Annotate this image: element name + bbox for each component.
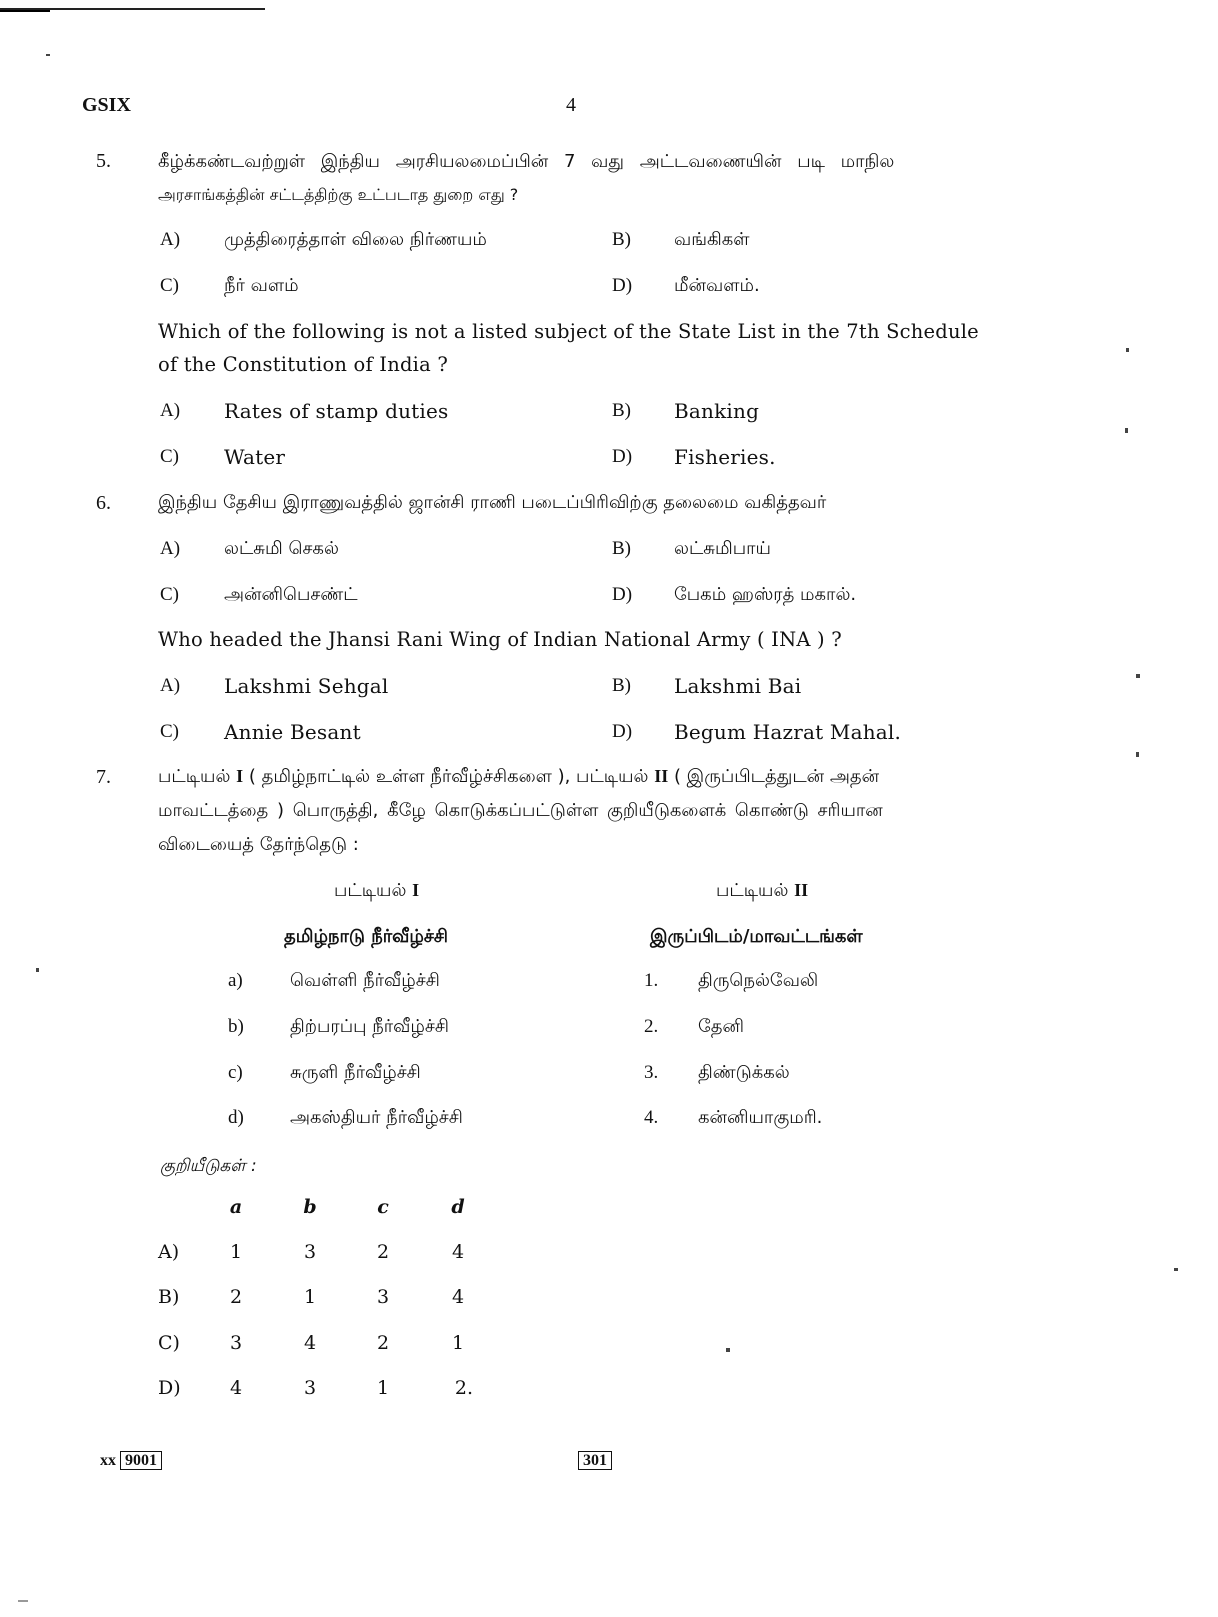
- scan-speck: [18, 1600, 28, 1602]
- option-text: லட்சுமி செகல்: [224, 538, 339, 559]
- codes-label: குறியீடுகள் :: [160, 1156, 257, 1176]
- codes-cell: 4: [229, 1377, 243, 1399]
- list1-item-label: b): [228, 1016, 244, 1037]
- scan-speck: [1174, 1268, 1178, 1271]
- codes-header: b: [303, 1196, 317, 1218]
- codes-header: d: [451, 1196, 465, 1218]
- text-fragment: பட்டியல்: [334, 880, 413, 901]
- option-text: Rates of stamp duties: [224, 399, 449, 423]
- list2-item-text: திருநெல்வேலி: [698, 970, 819, 991]
- paper-code: GSIX: [82, 94, 131, 116]
- question-tamil-line3: விடையைத் தேர்ந்தெடு :: [158, 834, 359, 855]
- list2-item-text: கன்னியாகுமரி.: [698, 1107, 823, 1128]
- option-text: Water: [224, 445, 286, 469]
- page-number: 4: [566, 94, 576, 116]
- option-letter: C): [160, 584, 179, 605]
- option-letter: D): [612, 446, 633, 467]
- list1-item-text: அகஸ்தியர் நீர்வீழ்ச்சி: [290, 1107, 463, 1128]
- option-letter: B): [612, 229, 631, 250]
- roman-numeral: I: [412, 880, 420, 900]
- option-text: Lakshmi Sehgal: [224, 674, 389, 698]
- question-tamil-line2: மாவட்டத்தை ) பொருத்தி, கீழே கொடுக்கப்பட்டுள்ள குறியீடுகளைக் கொண்டு சரியான: [158, 800, 883, 821]
- list2-item-text: தேனி: [698, 1016, 745, 1037]
- codes-cell: 1: [376, 1377, 390, 1399]
- option-text: Lakshmi Bai: [674, 674, 802, 698]
- option-text: Annie Besant: [224, 720, 361, 744]
- scan-speck: [1125, 428, 1128, 433]
- list2-item-label: 1.: [644, 970, 659, 991]
- option-text: அன்னிபெசண்ட்: [224, 584, 358, 605]
- option-text: பேகம் ஹஸ்ரத் மகால்.: [674, 584, 857, 605]
- codes-cell: 3: [229, 1332, 243, 1354]
- option-text: மீன்வளம்.: [674, 275, 760, 296]
- question-tamil-line2: அரசாங்கத்தின் சட்டத்திற்கு உட்படாத துறை எது ?: [158, 185, 519, 204]
- list2-title: [716, 880, 808, 903]
- codes-cell: 2.: [454, 1377, 474, 1399]
- codes-cell: 4: [451, 1286, 465, 1308]
- option-text: Begum Hazrat Mahal.: [674, 720, 902, 744]
- codes-cell: 3: [376, 1286, 390, 1308]
- roman-numeral: II: [794, 880, 809, 900]
- scan-speck: [46, 54, 50, 56]
- scan-speck: [1126, 348, 1129, 352]
- option-letter: D): [612, 721, 633, 742]
- question-number: 6.: [96, 492, 111, 514]
- question-english-line2: of the Constitution of India ?: [158, 353, 448, 376]
- footer-booklet: [100, 1452, 162, 1470]
- option-text: நீர் வளம்: [224, 275, 299, 296]
- scan-speck: [36, 968, 39, 972]
- question-tamil-line1: இந்திய தேசிய இராணுவத்தில் ஜான்சி ராணி படைப்பிரிவிற்கு தலைமை வகித்தவர்: [158, 492, 827, 513]
- codes-cell: 1: [229, 1241, 243, 1263]
- question-number: 5.: [96, 150, 111, 172]
- footer-prefix: xx: [100, 1452, 116, 1469]
- codes-cell: 2: [376, 1241, 390, 1263]
- footer-serial: [578, 1450, 612, 1470]
- option-letter: D): [612, 275, 633, 296]
- text-fragment: பட்டியல்: [716, 880, 795, 901]
- list1-subtitle: தமிழ்நாடு நீர்வீழ்ச்சி: [284, 926, 448, 947]
- list2-item-text: திண்டுக்கல்: [698, 1062, 790, 1083]
- option-text: Fisheries.: [674, 445, 776, 469]
- list1-title: [334, 880, 419, 903]
- option-letter: D): [612, 584, 633, 605]
- option-letter: C): [160, 446, 179, 467]
- option-letter: C): [160, 721, 179, 742]
- option-text: முத்திரைத்தாள் விலை நிர்ணயம்: [224, 229, 487, 250]
- option-text: வங்கிகள்: [674, 229, 750, 250]
- codes-cell: 3: [303, 1241, 317, 1263]
- scan-speck: [1136, 752, 1139, 757]
- codes-option: C): [158, 1332, 180, 1354]
- option-letter: A): [160, 400, 181, 421]
- question-number: 7.: [96, 766, 111, 788]
- serial-box: 301: [578, 1451, 612, 1470]
- list2-item-label: 4.: [644, 1107, 659, 1128]
- question-tamil-line1: கீழ்க்கண்டவற்றுள் இந்திய அரசியலமைப்பின் 7 வது அட்டவணையின் படி மாநில: [158, 151, 895, 172]
- codes-cell: 4: [303, 1332, 317, 1354]
- option-letter: B): [612, 400, 631, 421]
- codes-option: A): [158, 1241, 180, 1263]
- option-letter: A): [160, 229, 181, 250]
- list1-item-label: c): [228, 1062, 243, 1083]
- text-fragment: ( தமிழ்நாட்டில் உள்ள நீர்வீழ்ச்சிகளை ), பட்டியல்: [243, 766, 655, 787]
- codes-option: D): [158, 1377, 181, 1399]
- option-letter: A): [160, 538, 181, 559]
- option-text: லட்சுமிபாய்: [674, 538, 771, 559]
- text-fragment: ( இருப்பிடத்துடன் அதன்: [668, 766, 880, 787]
- list1-item-text: சுருளி நீர்வீழ்ச்சி: [290, 1062, 421, 1083]
- scan-speck: [726, 1348, 730, 1352]
- list1-item-text: வெள்ளி நீர்வீழ்ச்சி: [290, 970, 440, 991]
- codes-cell: 1: [303, 1286, 317, 1308]
- list2-subtitle: இருப்பிடம்/மாவட்டங்கள்: [650, 926, 863, 947]
- codes-cell: 3: [303, 1377, 317, 1399]
- option-letter: C): [160, 275, 179, 296]
- option-letter: B): [612, 675, 631, 696]
- question-english-line1: Who headed the Jhansi Rani Wing of Indian National Army ( INA ) ?: [158, 628, 842, 651]
- codes-cell: 2: [229, 1286, 243, 1308]
- option-text: Banking: [674, 399, 760, 423]
- codes-header: c: [377, 1196, 389, 1218]
- roman-numeral: II: [654, 766, 669, 786]
- list2-item-label: 3.: [644, 1062, 659, 1083]
- text-fragment: பட்டியல்: [158, 766, 237, 787]
- list2-item-label: 2.: [644, 1016, 659, 1037]
- question-english-line1: Which of the following is not a listed subject of the State List in the 7th Schedule: [158, 320, 979, 343]
- list1-item-text: திற்பரப்பு நீர்வீழ்ச்சி: [290, 1016, 449, 1037]
- codes-header: a: [229, 1196, 243, 1218]
- roman-numeral: I: [236, 766, 244, 786]
- option-letter: B): [612, 538, 631, 559]
- codes-cell: 4: [451, 1241, 465, 1263]
- option-letter: A): [160, 675, 181, 696]
- codes-option: B): [158, 1286, 180, 1308]
- top-rule-line-thick: [0, 10, 50, 12]
- list1-item-label: d): [228, 1107, 244, 1128]
- scan-speck: [1136, 674, 1140, 678]
- codes-cell: 1: [451, 1332, 465, 1354]
- codes-cell: 2: [376, 1332, 390, 1354]
- question-tamil-line1: [158, 766, 879, 789]
- list1-item-label: a): [228, 970, 243, 991]
- booklet-code-box: 9001: [120, 1451, 162, 1470]
